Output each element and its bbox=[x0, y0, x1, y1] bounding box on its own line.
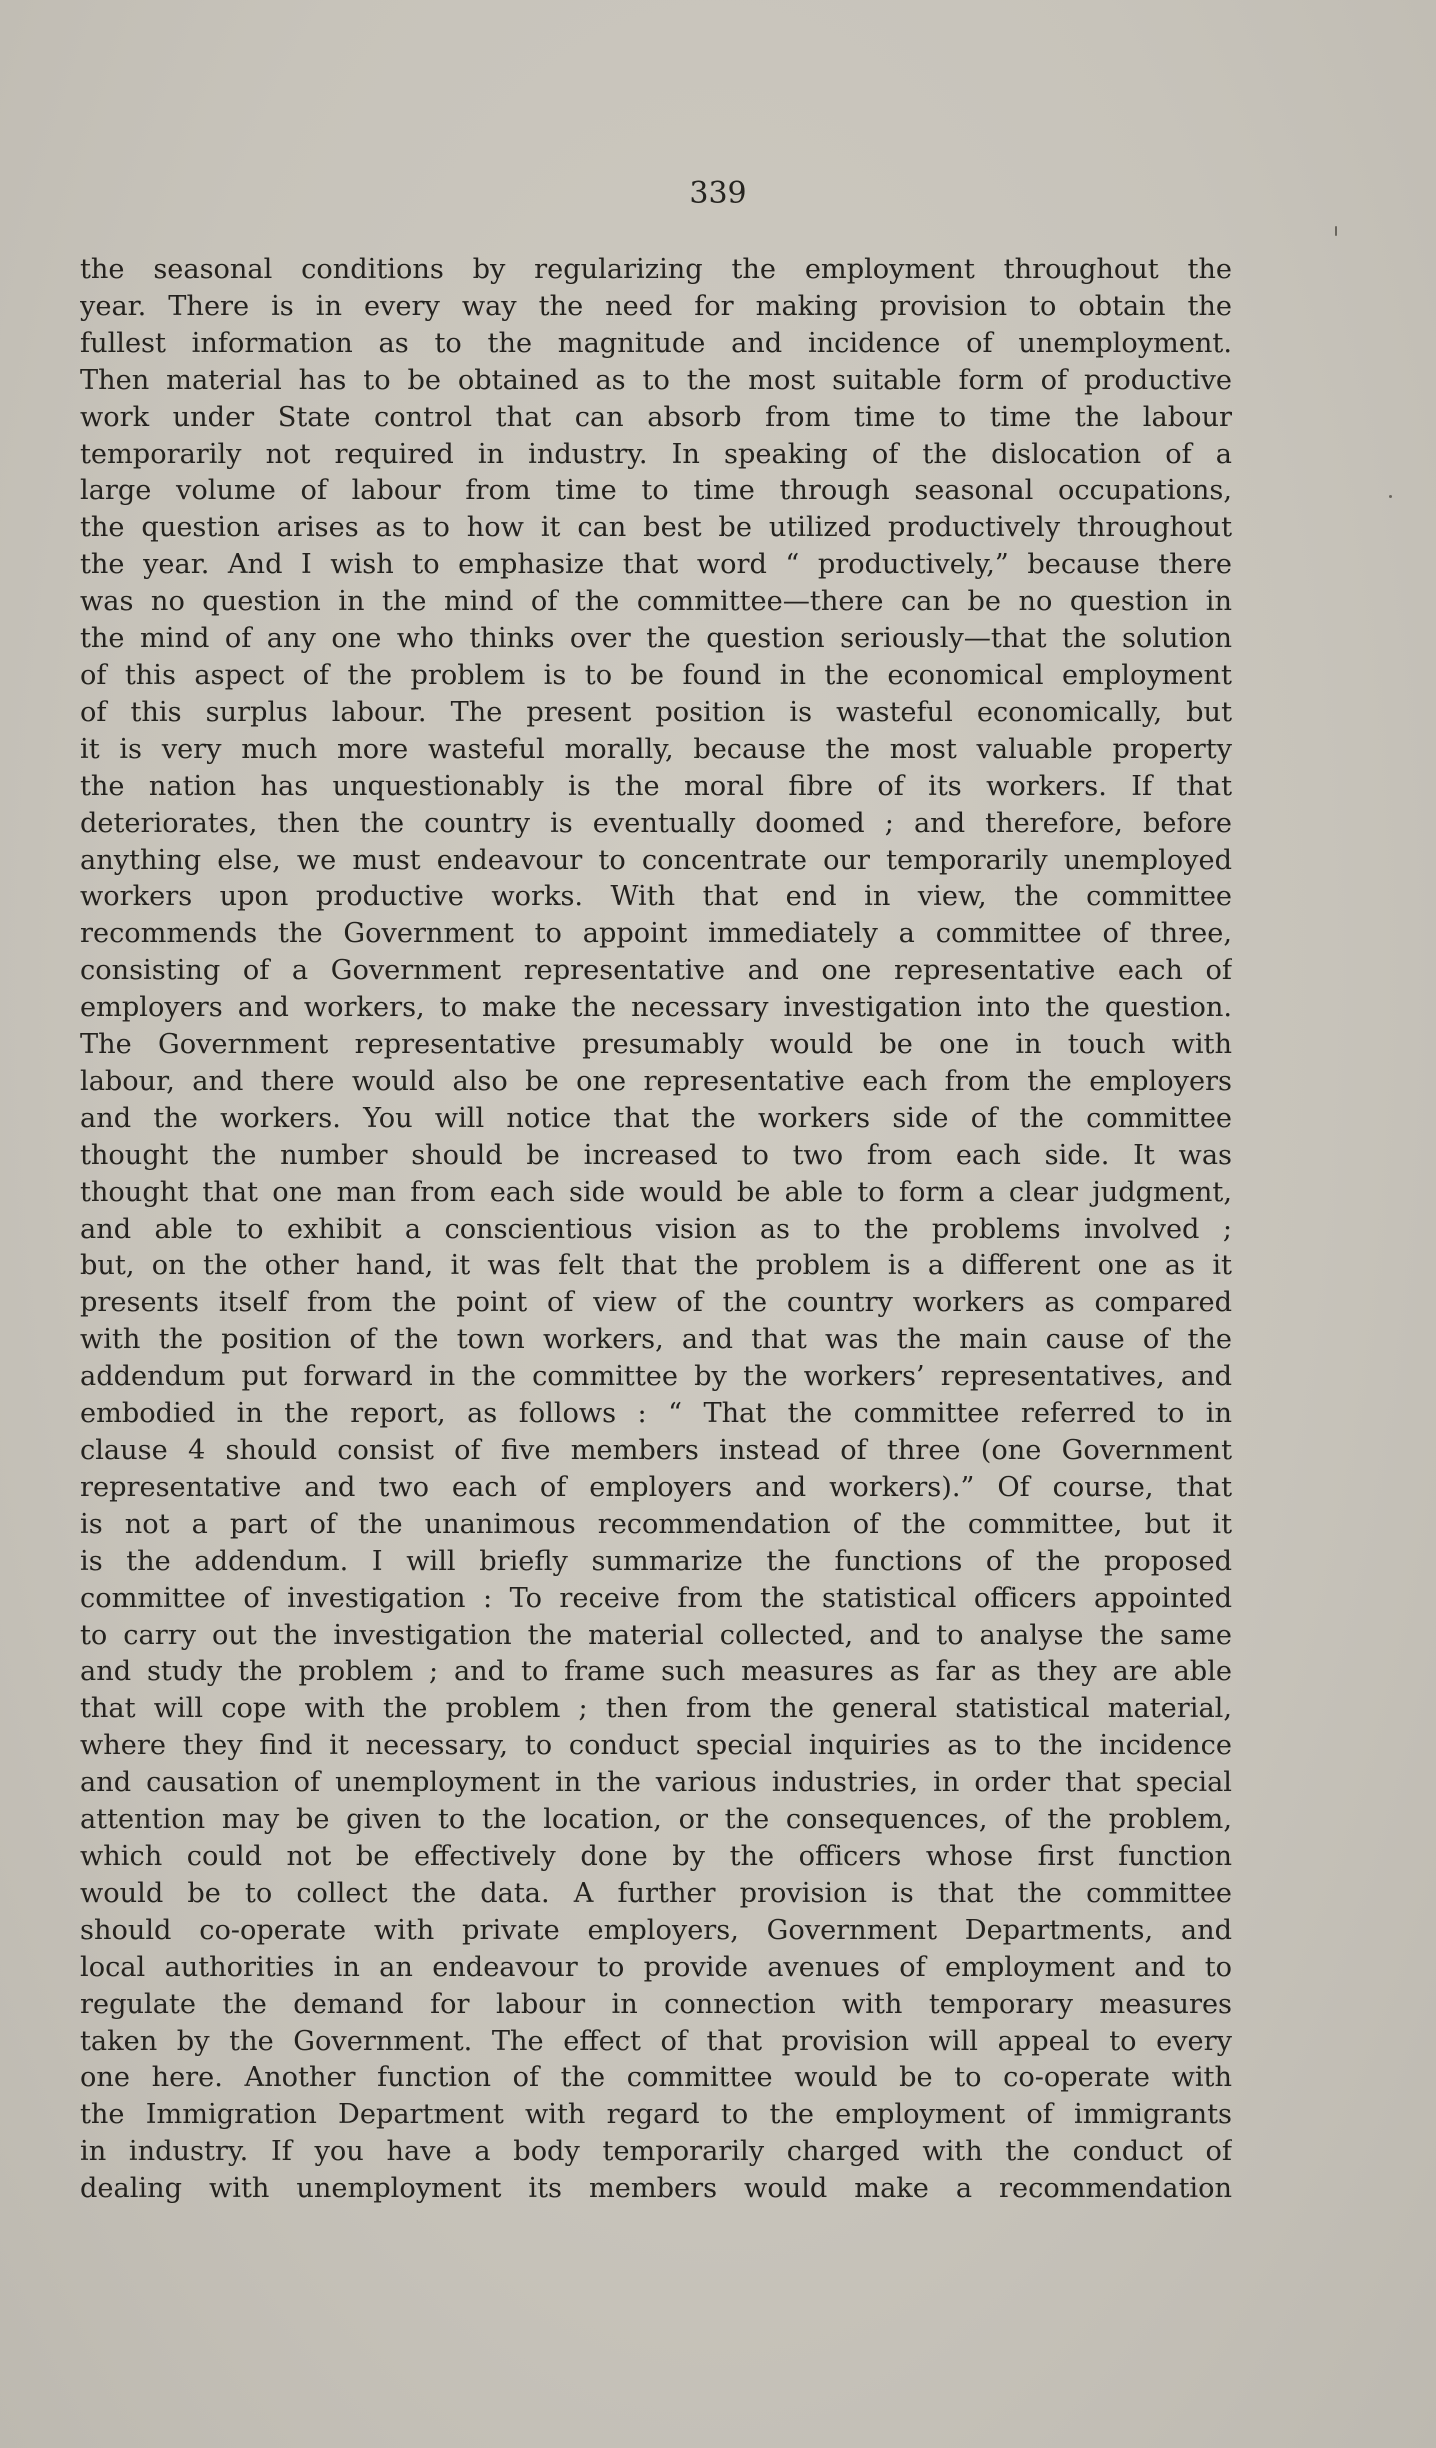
text-line: recommends the Government to appoint immediately a committee of three, bbox=[80, 918, 1232, 950]
text-line: deteriorates, then the country is eventually doomed ; and therefore, before bbox=[80, 807, 1232, 839]
text-line: to carry out the investigation the material collected, and to analyse the same bbox=[80, 1619, 1232, 1651]
text-line: taken by the Government. The effect of that provision will appeal to every bbox=[80, 2025, 1232, 2057]
scan-speck bbox=[1389, 495, 1392, 498]
text-line: one here. Another function of the committee would be to co-operate with bbox=[80, 2062, 1232, 2094]
page-number: 339 bbox=[689, 176, 747, 211]
text-line: and the workers. You will notice that the workers side of the committee bbox=[80, 1102, 1232, 1134]
text-line: in industry. If you have a body temporarily charged with the conduct of bbox=[80, 2136, 1232, 2168]
text-line: that will cope with the problem ; then from the general statistical material, bbox=[80, 1693, 1232, 1725]
text-line: regulate the demand for labour in connection with temporary measures bbox=[80, 1988, 1232, 2020]
text-line: year. There is in every way the need for making provision to obtain the bbox=[80, 290, 1232, 322]
text-line: of this surplus labour. The present position is wasteful economically, but bbox=[80, 696, 1232, 728]
text-line: fullest information as to the magnitude and incidence of unemployment. bbox=[80, 327, 1232, 359]
text-line: work under State control that can absorb from time to time the labour bbox=[80, 401, 1232, 433]
text-line: was no question in the mind of the committee—there can be no question in bbox=[80, 586, 1232, 618]
text-line: representative and two each of employers and workers).” Of course, that bbox=[80, 1471, 1232, 1503]
text-line: and causation of unemployment in the various industries, in order that special bbox=[80, 1767, 1232, 1799]
text-line: labour, and there would also be one representative each from the employers bbox=[80, 1065, 1232, 1097]
text-line: anything else, we must endeavour to concentrate our temporarily unemployed bbox=[80, 844, 1232, 876]
scan-speck bbox=[1335, 226, 1337, 236]
text-line: The Government representative presumably would be one in touch with bbox=[80, 1029, 1232, 1061]
text-line: where they find it necessary, to conduct special inquiries as to the incidence bbox=[80, 1730, 1232, 1762]
text-line: the question arises as to how it can best be utilized productively throughout bbox=[80, 512, 1232, 544]
text-line: local authorities in an endeavour to provide avenues of employment and to bbox=[80, 1951, 1232, 1983]
text-line: embodied in the report, as follows : “ That the committee referred to in bbox=[80, 1398, 1232, 1430]
text-line: the mind of any one who thinks over the question seriously—that the solution bbox=[80, 623, 1232, 655]
text-line: the nation has unquestionably is the moral fibre of its workers. If that bbox=[80, 770, 1232, 802]
text-line: thought the number should be increased to two from each side. It was bbox=[80, 1139, 1232, 1171]
text-line: presents itself from the point of view of the country workers as compared bbox=[80, 1287, 1232, 1319]
text-line: workers upon productive works. With that end in view, the committee bbox=[80, 881, 1232, 913]
text-line: with the position of the town workers, and that was the main cause of the bbox=[80, 1324, 1232, 1356]
text-line: is the addendum. I will briefly summarize the functions of the proposed bbox=[80, 1545, 1232, 1577]
text-line: clause 4 should consist of five members instead of three (one Government bbox=[80, 1435, 1232, 1466]
text-line: dealing with unemployment its members would make a recommendation bbox=[80, 2173, 1232, 2205]
text-line: and able to exhibit a conscientious vision as to the problems involved ; bbox=[80, 1213, 1232, 1245]
text-line: but, on the other hand, it was felt that the problem is a different one as it bbox=[80, 1250, 1232, 1282]
text-line: the seasonal conditions by regularizing the employment throughout the bbox=[80, 254, 1232, 285]
text-line: Then material has to be obtained as to the most suitable form of productive bbox=[80, 364, 1232, 396]
text-line: the Immigration Department with regard to the employment of immigrants bbox=[80, 2099, 1232, 2131]
text-line: addendum put forward in the committee by the workers’ representatives, and bbox=[80, 1361, 1232, 1393]
body-text bbox=[80, 252, 1232, 2208]
text-line: should co-operate with private employers, Government Departments, and bbox=[80, 1914, 1232, 1946]
text-line: the year. And I wish to emphasize that word “ productively,” because there bbox=[80, 549, 1232, 581]
text-line: would be to collect the data. A further provision is that the committee bbox=[80, 1877, 1232, 1909]
text-line: of this aspect of the problem is to be found in the economical employment bbox=[80, 659, 1232, 691]
text-line: thought that one man from each side would be able to form a clear judgment, bbox=[80, 1176, 1232, 1208]
text-line: it is very much more wasteful morally, because the most valuable property bbox=[80, 733, 1232, 765]
text-line: consisting of a Government representative and one representative each of bbox=[80, 955, 1232, 987]
text-line: large volume of labour from time to time through seasonal occupations, bbox=[80, 475, 1232, 507]
text-line: employers and workers, to make the necessary investigation into the question. bbox=[80, 992, 1232, 1024]
text-line: and study the problem ; and to frame such measures as far as they are able bbox=[80, 1656, 1232, 1688]
text-line: attention may be given to the location, or the consequences, of the problem, bbox=[80, 1804, 1232, 1836]
text-line: which could not be effectively done by the officers whose first function bbox=[80, 1840, 1232, 1872]
text-line: temporarily not required in industry. In speaking of the dislocation of a bbox=[80, 438, 1232, 470]
text-line: committee of investigation : To receive from the statistical officers appointed bbox=[80, 1582, 1232, 1614]
text-line: is not a part of the unanimous recommendation of the committee, but it bbox=[80, 1508, 1232, 1540]
